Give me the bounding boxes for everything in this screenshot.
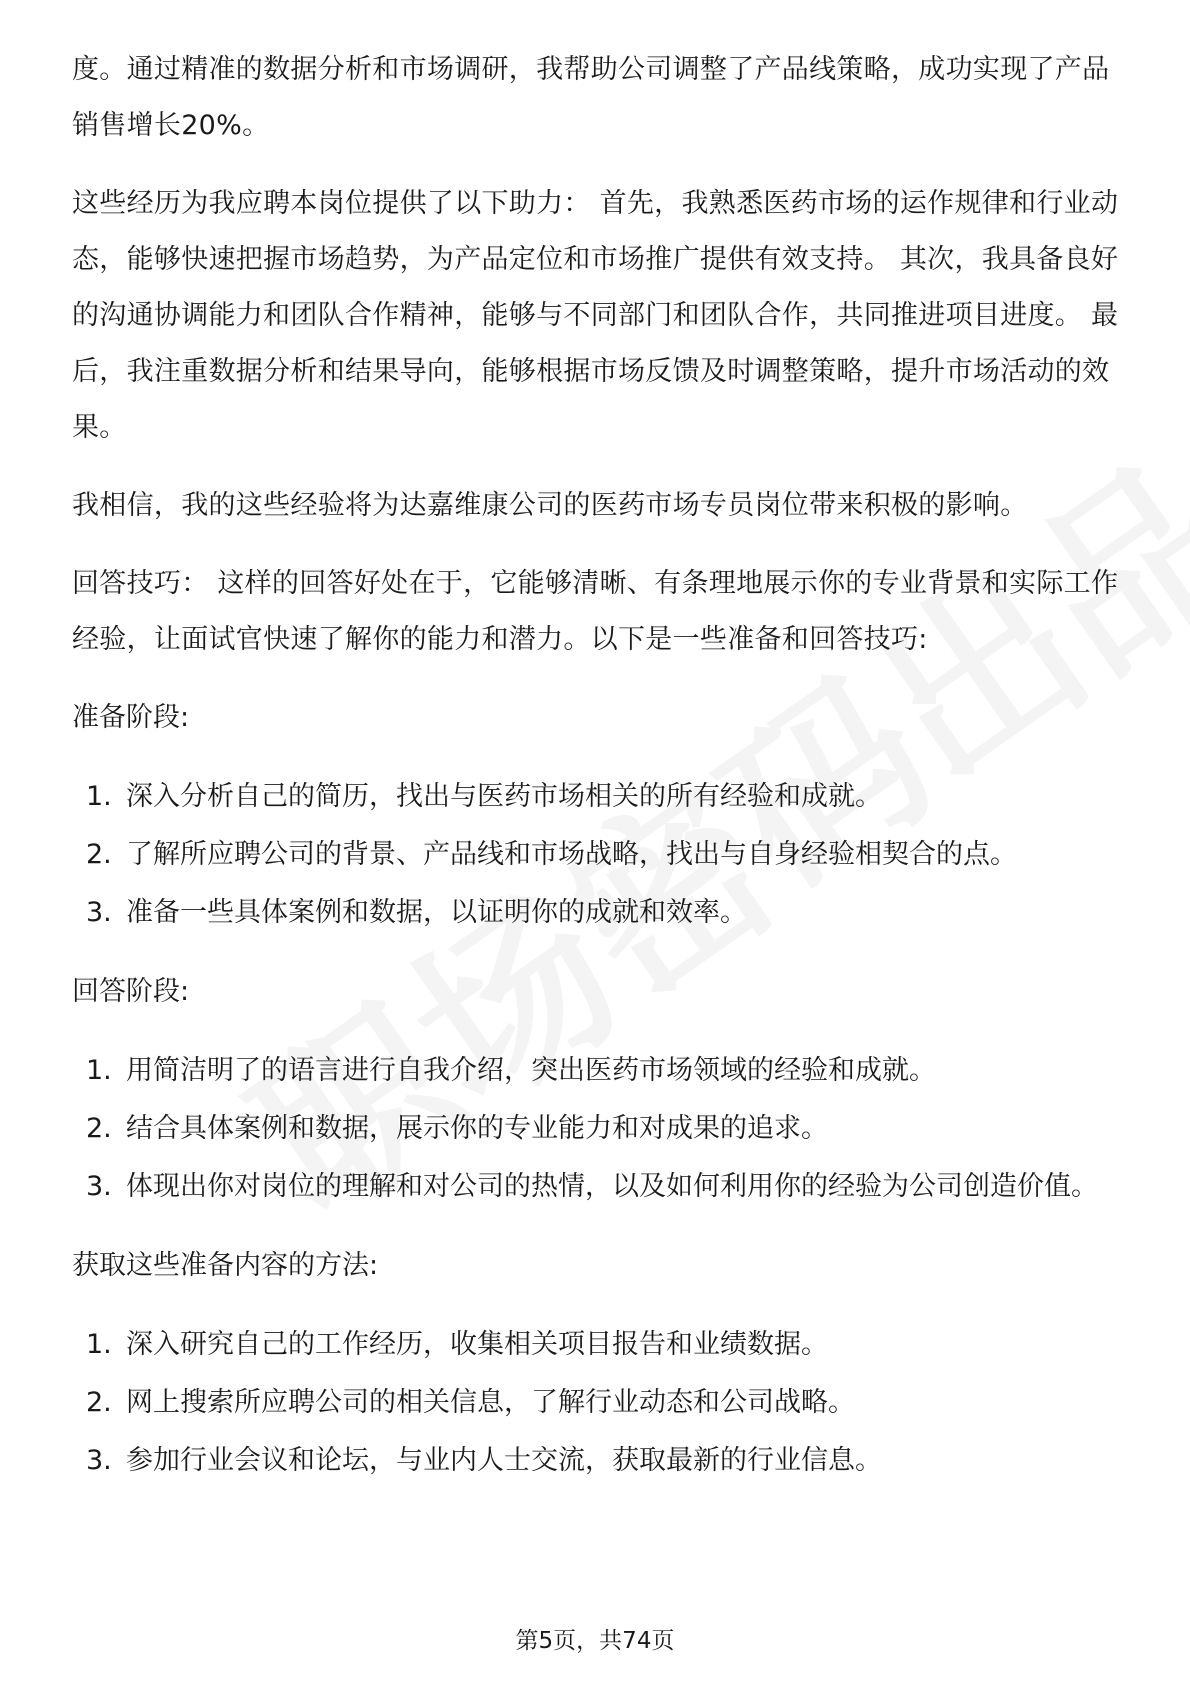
list-item-text: 参加行业会议和论坛，与业内人士交流，获取最新的行业信息。: [126, 1445, 882, 1476]
list-item: [72, 884, 1122, 942]
list-number: 2.: [86, 839, 112, 870]
list-number: 1.: [86, 1329, 112, 1360]
list-item-text: 体现出你对岗位的理解和对公司的热情，以及如何利用你的经验为公司创造价值。: [126, 1171, 1098, 1202]
section-heading-answer: 回答阶段:: [72, 976, 190, 1007]
methods-list: [72, 1316, 1122, 1490]
list-number: 1.: [86, 1055, 112, 1086]
answer-list: [72, 1042, 1122, 1216]
list-number: 3.: [86, 897, 112, 928]
list-item-text: 了解所应聘公司的背景、产品线和市场战略，找出与自身经验相契合的点。: [126, 839, 1017, 870]
list-item: [72, 1100, 1122, 1158]
list-number: 2.: [86, 1113, 112, 1144]
paragraph-conclusion: 我相信，我的这些经验将为达嘉维康公司的医药市场专员岗位带来积极的影响。: [72, 490, 1028, 521]
list-number: 3.: [86, 1171, 112, 1202]
list-number: 1.: [86, 781, 112, 812]
paragraph-answer-tips: 回答技巧： 这样的回答好处在于，它能够清晰、有条理地展示你的专业背景和实际工作经验，让面试官快速了解你的能力和潜力。以下是一些准备和回答技巧:: [72, 568, 1119, 655]
list-item-text: 网上搜索所应聘公司的相关信息，了解行业动态和公司战略。: [126, 1387, 855, 1418]
list-number: 2.: [86, 1387, 112, 1418]
list-item-text: 深入研究自己的工作经历，收集相关项目报告和业绩数据。: [126, 1329, 828, 1360]
list-item: [72, 826, 1122, 884]
list-item: [72, 768, 1122, 826]
list-item-text: 深入分析自己的简历，找出与医药市场相关的所有经验和成就。: [126, 781, 882, 812]
list-item-text: 准备一些具体案例和数据，以证明你的成就和效率。: [126, 897, 747, 928]
page-content: [72, 42, 1122, 1490]
list-item: [72, 1432, 1122, 1490]
section-heading-methods: 获取这些准备内容的方法:: [72, 1250, 379, 1281]
list-item-text: 用简洁明了的语言进行自我介绍，突出医药市场领域的经验和成就。: [126, 1055, 936, 1086]
list-number: 3.: [86, 1445, 112, 1476]
prepare-list: [72, 768, 1122, 942]
paragraph-experience-benefits: 这些经历为我应聘本岗位提供了以下助力： 首先，我熟悉医药市场的运作规律和行业动态，能够快速把握市场趋势，为产品定位和市场推广提供有效支持。 其次，我具备良好的沟通协调能力和团队合作精神，能够与不同部门和团队合作，共同推进项目进度。 最后，我注重数据分析和结果导向，能够根据市场反馈及时调整策略，提升市场活动的效果。: [72, 188, 1119, 443]
list-item-text: 结合具体案例和数据，展示你的专业能力和对成果的追求。: [126, 1113, 828, 1144]
list-item: [72, 1316, 1122, 1374]
page-footer: 第5页，共74页: [515, 1628, 675, 1654]
list-item: [72, 1158, 1122, 1216]
section-heading-prepare: 准备阶段:: [72, 702, 190, 733]
list-item: [72, 1374, 1122, 1432]
list-item: [72, 1042, 1122, 1100]
paragraph-continuation: 度。通过精准的数据分析和市场调研，我帮助公司调整了产品线策略，成功实现了产品销售增长20%。: [72, 54, 1110, 141]
